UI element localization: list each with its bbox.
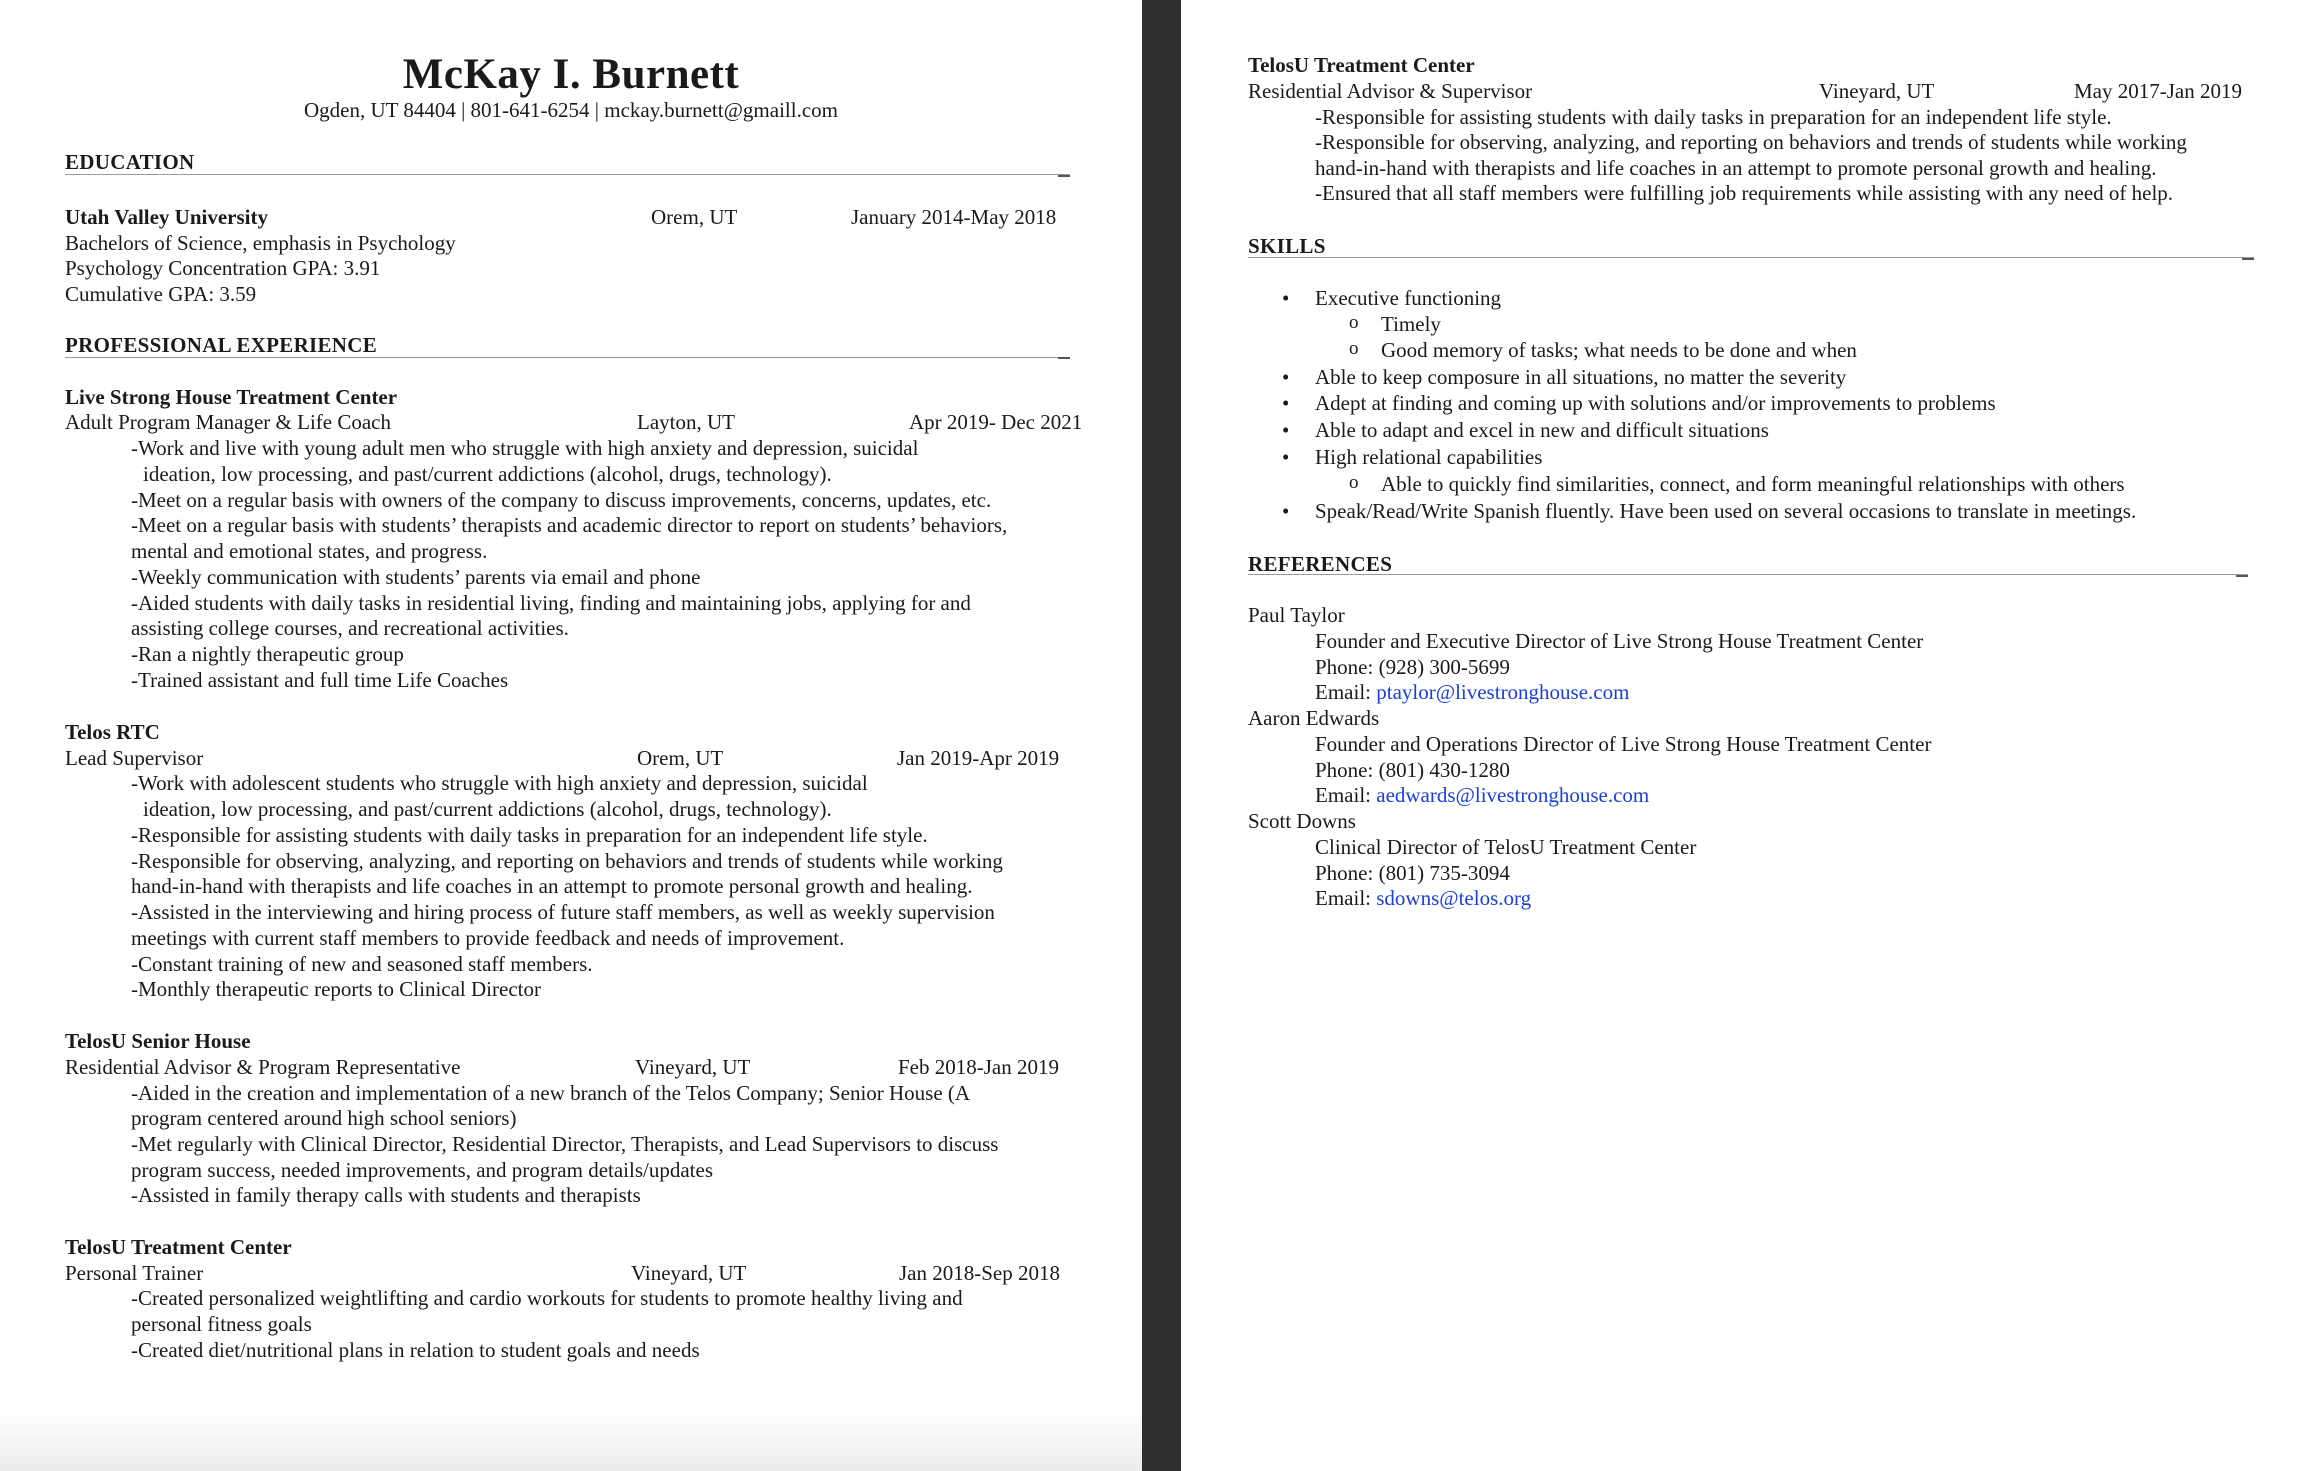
job-line: -Responsible for assisting students with daily tasks in preparation for an independent life style. [1315, 105, 2112, 129]
school-location: Orem, UT [651, 205, 738, 229]
job-line: -Assisted in the interviewing and hiring process of future staff members, as well as weekly supervision [131, 900, 995, 924]
section-heading-skills: SKILLS [1248, 234, 1326, 258]
contact-line: Ogden, UT 84404 | 801-641-6254 | mckay.burnett@gmaill.com [304, 98, 838, 122]
school-dates: January 2014-May 2018 [851, 205, 1057, 229]
sub-bullet-icon: o [1349, 338, 1359, 359]
resume-page-1 [0, 0, 1142, 1471]
reference-phone: Phone: (928) 300-5699 [1315, 655, 1510, 679]
job-title: Personal Trainer [65, 1261, 204, 1285]
job-location: Vineyard, UT [631, 1261, 747, 1285]
job-line: mental and emotional states, and progress. [131, 539, 488, 563]
job-line: ideation, low processing, and past/current addictions (alcohol, drugs, technology). [143, 797, 832, 821]
job-line: hand-in-hand with therapists and life coaches in an attempt to promote personal growth and healing. [1315, 156, 2157, 180]
section-rule-end [2236, 575, 2248, 577]
education-line: Psychology Concentration GPA: 3.91 [65, 256, 381, 280]
job-line: -Responsible for assisting students with daily tasks in preparation for an independent life style. [131, 823, 928, 847]
bullet-icon: • [1282, 365, 1290, 389]
skill-item: High relational capabilities [1315, 445, 1543, 469]
section-rule-end [1058, 357, 1070, 359]
school-name: Utah Valley University [65, 205, 269, 229]
job-line: -Responsible for observing, analyzing, and reporting on behaviors and trends of students while working [131, 849, 1003, 873]
job-org: TelosU Treatment Center [65, 1235, 292, 1259]
job-title: Residential Advisor & Supervisor [1248, 79, 1533, 103]
skill-subitem: Good memory of tasks; what needs to be done and when [1381, 338, 1857, 362]
job-line: -Ran a nightly therapeutic group [131, 642, 404, 666]
job-line: program centered around high school seniors) [131, 1106, 517, 1130]
skill-item: Able to adapt and excel in new and difficult situations [1315, 418, 1769, 442]
job-dates: Jan 2018-Sep 2018 [899, 1261, 1060, 1285]
job-line: meetings with current staff members to provide feedback and needs of improvement. [131, 926, 845, 950]
job-dates: Apr 2019- Dec 2021 [909, 410, 1083, 434]
section-rule [65, 174, 1070, 175]
job-line: -Ensured that all staff members were fulfilling job requirements while assisting with any need of help. [1315, 181, 2174, 205]
reference-role: Founder and Operations Director of Live Strong House Treatment Center [1315, 732, 1932, 756]
reference-phone: Phone: (801) 735-3094 [1315, 861, 1510, 885]
job-org: TelosU Senior House [65, 1029, 251, 1053]
job-line: -Created diet/nutritional plans in relation to student goals and needs [131, 1338, 700, 1362]
bullet-icon: • [1282, 286, 1290, 310]
reference-name: Scott Downs [1248, 809, 1356, 833]
job-title: Residential Advisor & Program Representative [65, 1055, 461, 1079]
section-rule [1248, 257, 2254, 258]
reference-role: Clinical Director of TelosU Treatment Center [1315, 835, 1697, 859]
reference-name: Paul Taylor [1248, 603, 1345, 627]
job-line: -Work with adolescent students who struggle with high anxiety and depression, suicidal [131, 771, 868, 795]
bullet-icon: • [1282, 499, 1290, 523]
job-line: -Weekly communication with students’ parents via email and phone [131, 565, 701, 589]
section-rule-end [1058, 175, 1070, 177]
reference-email-row [1315, 783, 1649, 808]
sub-bullet-icon: o [1349, 312, 1359, 333]
job-line: -Meet on a regular basis with owners of the company to discuss improvements, concerns, updates, etc. [131, 488, 992, 512]
job-line: -Met regularly with Clinical Director, Residential Director, Therapists, and Lead Supervisors to discuss [131, 1132, 999, 1156]
job-dates: Feb 2018-Jan 2019 [898, 1055, 1059, 1079]
job-location: Vineyard, UT [635, 1055, 751, 1079]
job-location: Vineyard, UT [1819, 79, 1935, 103]
job-line: -Meet on a regular basis with students’ therapists and academic director to report on students’ behaviors, [131, 513, 1008, 537]
job-line: -Aided students with daily tasks in residential living, finding and maintaining jobs, applying for and [131, 591, 971, 615]
job-line: -Assisted in family therapy calls with students and therapists [131, 1183, 641, 1207]
job-line: -Responsible for observing, analyzing, and reporting on behaviors and trends of students while working [1315, 130, 2187, 154]
skill-subitem: Able to quickly find similarities, connect, and form meaningful relationships with others [1381, 472, 2125, 496]
job-org: Telos RTC [65, 720, 160, 744]
job-line: -Trained assistant and full time Life Coaches [131, 668, 509, 692]
skill-subitem: Timely [1381, 312, 1441, 336]
job-location: Orem, UT [637, 746, 724, 770]
job-line: -Constant training of new and seasoned staff members. [131, 952, 593, 976]
reference-name: Aaron Edwards [1248, 706, 1380, 730]
reference-email-label: Email: [1315, 680, 1377, 704]
job-org: Live Strong House Treatment Center [65, 385, 398, 409]
education-line: Cumulative GPA: 3.59 [65, 282, 257, 306]
reference-role: Founder and Executive Director of Live Strong House Treatment Center [1315, 629, 1924, 653]
job-title: Lead Supervisor [65, 746, 204, 770]
job-line: hand-in-hand with therapists and life coaches in an attempt to promote personal growth and healing. [131, 874, 973, 898]
page-bottom-shade [0, 1411, 1142, 1471]
job-line: -Aided in the creation and implementation of a new branch of the Telos Company; Senior House (A [131, 1081, 971, 1105]
reference-email-label: Email: [1315, 886, 1377, 910]
job-line: -Work and live with young adult men who struggle with high anxiety and depression, suicidal [131, 436, 919, 460]
bullet-icon: • [1282, 391, 1290, 415]
section-rule [1248, 574, 2248, 575]
reference-email-link[interactable]: aedwards@livestronghouse.com [1376, 783, 1650, 807]
reference-email-link[interactable]: ptaylor@livestronghouse.com [1376, 680, 1630, 704]
job-location: Layton, UT [637, 410, 735, 434]
bullet-icon: • [1282, 445, 1290, 469]
section-rule-end [2242, 258, 2254, 260]
job-dates: Jan 2019-Apr 2019 [897, 746, 1060, 770]
job-org: TelosU Treatment Center [1248, 53, 1475, 77]
skill-item: Executive functioning [1315, 286, 1502, 310]
page-gutter [1142, 0, 1181, 1471]
skill-item: Adept at finding and coming up with solutions and/or improvements to problems [1315, 391, 1996, 415]
reference-email-link[interactable]: sdowns@telos.org [1376, 886, 1532, 910]
section-heading-references: REFERENCES [1248, 552, 1393, 576]
job-line: personal fitness goals [131, 1312, 312, 1336]
reference-email-label: Email: [1315, 783, 1377, 807]
sub-bullet-icon: o [1349, 472, 1359, 493]
job-line: -Monthly therapeutic reports to Clinical Director [131, 977, 541, 1001]
job-title: Adult Program Manager & Life Coach [65, 410, 391, 434]
job-line: assisting college courses, and recreational activities. [131, 616, 569, 640]
resume-page-2 [1181, 0, 2322, 1471]
bullet-icon: • [1282, 418, 1290, 442]
skill-item: Speak/Read/Write Spanish fluently. Have been used on several occasions to translate in meetings. [1315, 499, 2137, 523]
skill-item: Able to keep composure in all situations, no matter the severity [1315, 365, 1847, 389]
section-rule [65, 357, 1070, 358]
candidate-name: McKay I. Burnett [402, 51, 740, 98]
job-line: -Created personalized weightlifting and cardio workouts for students to promote healthy living and [131, 1286, 963, 1310]
job-line: program success, needed improvements, and program details/updates [131, 1158, 713, 1182]
section-heading-experience: PROFESSIONAL EXPERIENCE [65, 333, 378, 357]
job-line: ideation, low processing, and past/current addictions (alcohol, drugs, technology). [143, 462, 832, 486]
education-line: Bachelors of Science, emphasis in Psychology [65, 231, 456, 255]
job-dates: May 2017-Jan 2019 [2074, 79, 2242, 103]
reference-email-row [1315, 886, 1531, 911]
reference-email-row [1315, 680, 1629, 705]
reference-phone: Phone: (801) 430-1280 [1315, 758, 1510, 782]
section-heading-education: EDUCATION [65, 150, 195, 174]
